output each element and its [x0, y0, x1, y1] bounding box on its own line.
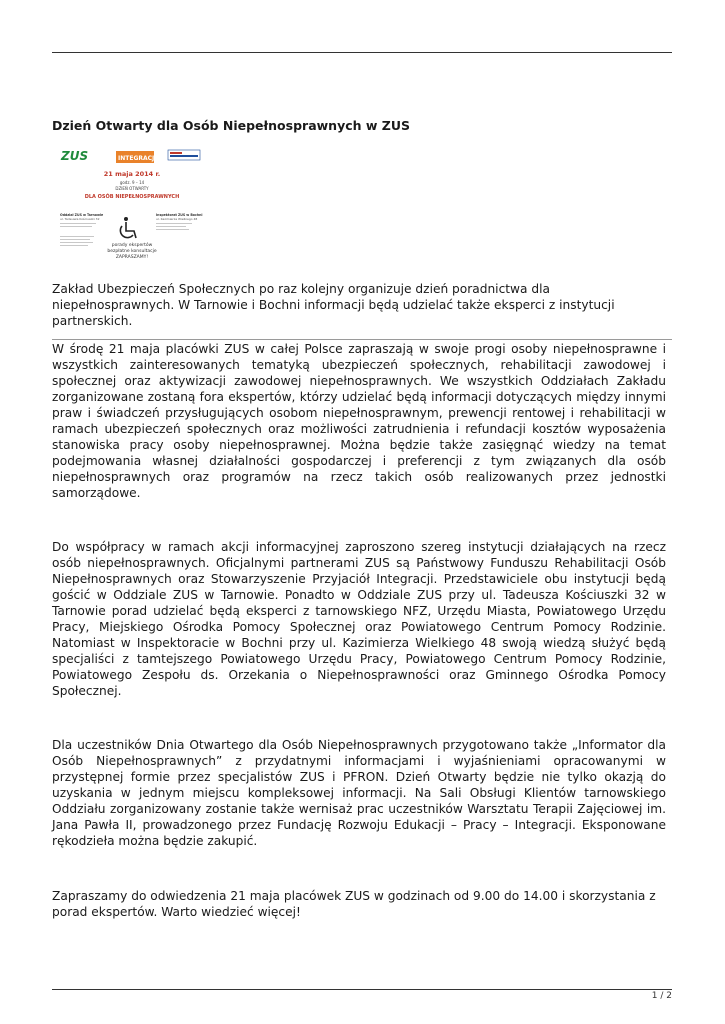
- poster-date: 21 maja 2014 r.: [103, 170, 161, 178]
- closing-paragraph: Zapraszamy do odwiedzenia 21 maja placówek ZUS w godzinach od 9.00 do 14.00 i skorzystania z porad ekspertów. Warto wiedzieć więcej!: [52, 889, 656, 919]
- poster-event-line2: DLA OSÓB NIEPEŁNOSPRAWNYCH: [84, 194, 180, 200]
- poster-advice-line2: bezpłatne konsultacje: [107, 249, 157, 254]
- poster-left-address: ul. Tadeusza Kościuszki 32: [60, 217, 100, 221]
- poster-right-office: Inspektorat ZUS w Bochni: [156, 213, 203, 217]
- poster-logo-zus: ZUS: [61, 149, 89, 163]
- event-poster-image: [56, 146, 208, 262]
- body-paragraph-2: Do współpracy w ramach akcji informacyjnej zaproszono szereg instytucji działających na rzecz osób niepełnosprawnych. Oficjalnymi partnerami ZUS są Państwowy Funduszu Rehabilitacji Osób Niepełnosprawnych oraz Stowarzyszenie Przyjaciół Integracji. Przedstawiciele obu instytucji będą gościć w Oddziale ZUS w Tarnowie. Ponadto w Oddziale ZUS przy ul. Tadeusza Kościuszki 32 w Tarnowie porad udzielać będą eksperci z tarnowskiego NFZ, Urzędu Miasta, Powiatowego Urzędu Pracy, Miejskiego Ośrodka Pomocy Społecznej oraz Powiatowego Centrum Pomocy Rodzinie. Natomiast w Inspektoracie w Bochni przy ul. Kazimierza Wielkiego 48 swoją wiedzą służyć będą specjaliści z tamtejszego Powiatowego Urzędu Pracy, Powiatowego Centrum Pomocy Rodzinie, Powiatowego Zespołu ds. Orzekania o Niepełnosprawności oraz Gminnego Ośrodka Pomocy Społecznej.: [52, 540, 666, 698]
- poster-invite: ZAPRASZAMY!: [115, 255, 149, 260]
- poster-event-line1: DZIEŃ OTWARTY: [115, 186, 149, 191]
- intro-paragraph: Zakład Ubezpieczeń Społecznych po raz kolejny organizuje dzień poradnictwa dla niepełnosprawnych. W Tarnowie i Bochni informacji będą udzielać także eksperci z instytucji partnerskich.: [52, 282, 615, 328]
- poster-advice-line1: porady ekspertów: [111, 243, 153, 248]
- footer-rule: [52, 989, 672, 990]
- poster-right-address: ul. Kazimierza Wielkiego 48: [156, 217, 198, 221]
- poster-left-office: Oddział ZUS w Tarnowie: [60, 213, 104, 217]
- page-title: Dzień Otwarty dla Osób Niepełnosprawnych w ZUS: [52, 118, 410, 133]
- body-paragraph-3: Dla uczestników Dnia Otwartego dla Osób Niepełnosprawnych przygotowano także „Informator dla Osób Niepełnosprawnych” z przydatnymi informacjami i wyjaśnieniami opracowanymi w przystępnej formie przez specjalistów ZUS i PFRON. Dzień Otwarty będzie nie tylko okazją do uzyskania w jednym miejscu kompleksowej informacji. Na Sali Obsługi Klientów tarnowskiego Oddziału zorganizowany zostanie także wernisaż prac uczestników Warsztatu Terapii Zajęciowej im. Jana Pawła II, prowadzonego przez Fundację Rozwoju Edukacji – Pracy – Integracji. Eksponowane rękodzieła można będzie zakupić.: [52, 738, 666, 848]
- separator-rule: [52, 339, 672, 340]
- header-rule: [52, 52, 672, 53]
- page-number: 1 / 2: [651, 991, 672, 1001]
- poster-logo-integracja: INTEGRACJA: [118, 155, 159, 162]
- body-paragraph-1: W środę 21 maja placówki ZUS w całej Polsce zapraszają w swoje progi osoby niepełnosprawne i wszystkich zainteresowanych tematyką ubezpieczeń społecznych, rehabilitacji zawodowej i społecznej oraz aktywizacji zawodowej niepełnosprawnych. We wszystkich Oddziałach Zakładu zorganizowane zostaną fora ekspertów, którzy udzielać będą informacji dotyczących między innymi praw i świadczeń przysługujących osobom niepełnosprawnym, prewencji rentowej i rehabilitacji w ramach ubezpieczeń społecznych oraz możliwości zatrudnienia i refundacji kosztów wyposażenia stanowiska pracy osoby niepełnosprawnej. Można będzie także zasięgnąć wiedzy na temat podejmowania własnej działalności gospodarczej i preferencji z tym związanych dla osób niepełnosprawnych oraz programów na rzecz takich osób realizowanych przez jednostki samorządowe.: [52, 342, 666, 500]
- poster-hours: godz. 9 – 14: [119, 180, 145, 185]
